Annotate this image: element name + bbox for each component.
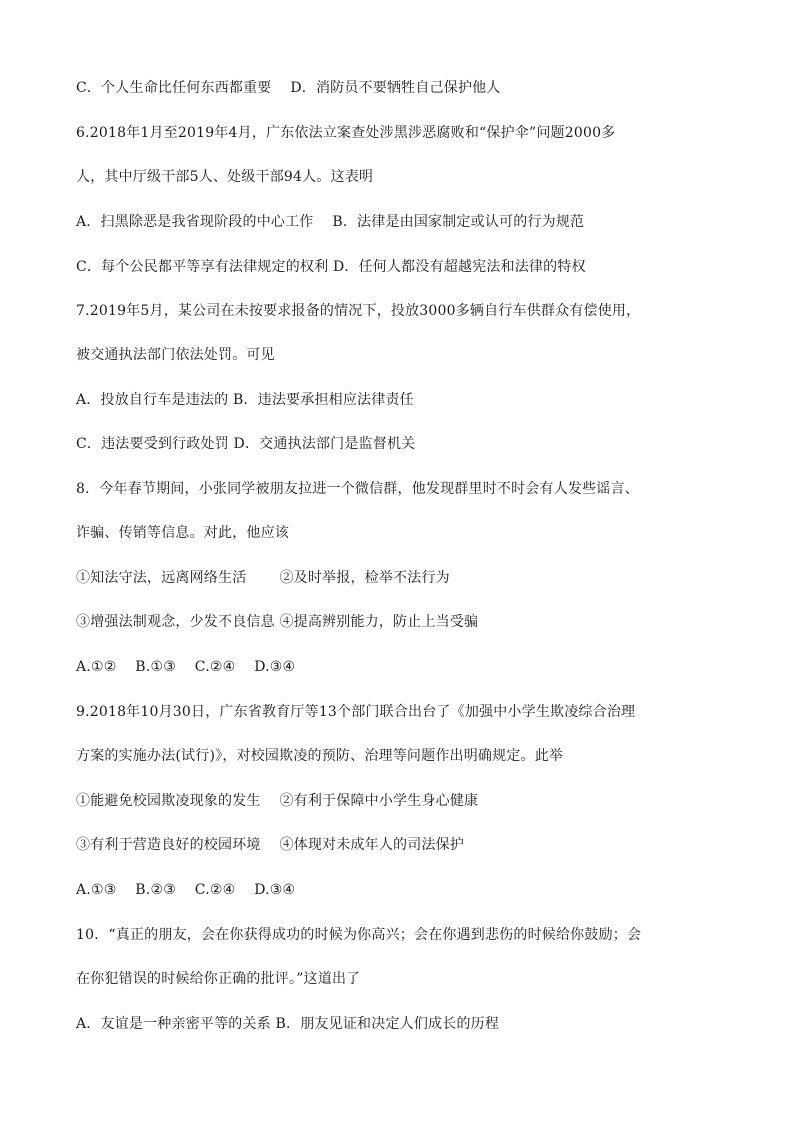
- question-9-stem-cont: 方案的实施办法(试行)》，对校园欺凌的预防、治理等问题作出明确规定。此举: [76, 748, 564, 764]
- option-line-q10-ab: A．友谊是一种亲密平等的关系 B．朋友见证和决定人们成长的历程: [76, 1016, 500, 1032]
- option-line-q8: A.①② B.①③ C.②④ D.③④: [76, 659, 296, 675]
- option-line-q5-cd: C．个人生命比任何东西都重要 D．消防员不要牺牲自己保护他人: [76, 80, 501, 96]
- question-7-stem: 7.2019年5月，某公司在未按要求报备的情况下，投放3000多辆自行车供群众有偿使用，: [76, 303, 641, 319]
- question-10-stem-cont: 在你犯错误的时候给你正确的批评。”这道出了: [76, 971, 361, 987]
- question-8-stem: 8．今年春节期间，小张同学被朋友拉进一个微信群，他发现群里时不时会有人发些谣言、: [76, 481, 639, 497]
- statement-line-q9-12: ①能避免校园欺凌现象的发生 ②有利于保障中小学生身心健康: [76, 793, 479, 809]
- option-line-q6-ab: A．扫黑除恶是我省现阶段的中心工作 B．法律是由国家制定或认可的行为规范: [76, 214, 585, 230]
- option-line-q7-cd: C．违法要受到行政处罚 D．交通执法部门是监督机关: [76, 436, 416, 452]
- question-7-stem-cont: 被交通执法部门依法处罚。可见: [76, 347, 275, 363]
- question-6-stem: 6.2018年1月至2019年4月，广东依法立案查处涉黑涉恶腐败和“保护伞”问题2000多: [76, 125, 616, 141]
- question-6-stem-cont: 人，其中厅级干部5人、处级干部94人。这表明: [76, 169, 374, 185]
- question-8-stem-cont: 诈骗、传销等信息。对此，他应该: [76, 525, 289, 541]
- option-line-q6-cd: C．每个公民都平等享有法律规定的权利 D．任何人都没有超越宪法和法律的特权: [76, 259, 586, 275]
- question-10-stem: 10．“真正的朋友，会在你获得成功的时候为你高兴；会在你遇到悲伤的时候给你鼓励；会: [76, 927, 642, 943]
- question-9-stem: 9.2018年10月30日，广东省教育厅等13个部门联合出台了《加强中小学生欺凌综合治理: [76, 704, 636, 720]
- option-line-q7-ab: A．投放自行车是违法的 B．违法要承担相应法律责任: [76, 392, 414, 408]
- statement-line-q9-34: ③有利于营造良好的校园环境 ④体现对未成年人的司法保护: [76, 837, 465, 853]
- statement-line-q8-34: ③增强法制观念，少发不良信息 ④提高辨别能力，防止上当受骗: [76, 614, 479, 630]
- statement-line-q8-12: ①知法守法，远离网络生活 ②及时举报，检举不法行为: [76, 570, 450, 586]
- option-line-q9: A.①③ B.②③ C.②④ D.③④: [76, 882, 296, 898]
